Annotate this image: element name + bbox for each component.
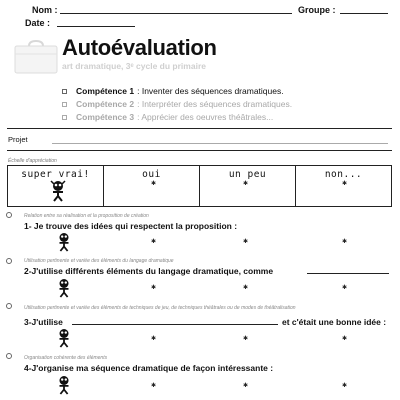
competence-2: [62, 99, 292, 109]
scale-level-super-vrai: super vrai!: [21, 169, 90, 180]
non-figure-icon: ✱: [342, 181, 348, 187]
un-peu-figure-icon: ✱: [243, 181, 249, 187]
competence-2-checkbox[interactable]: [62, 102, 67, 107]
competence-3-label: Compétence 3: [76, 112, 135, 122]
question-4-text: 4-J'organise ma séquence dramatique de façon intéressante :: [24, 363, 274, 373]
competence-3-checkbox[interactable]: [62, 115, 67, 120]
question-3-blank[interactable]: [72, 317, 278, 325]
competence-1-text: : Inventer des séquences dramatiques.: [137, 86, 284, 96]
q1-oui-option-icon[interactable]: ✱: [151, 239, 157, 245]
divider-middle: [7, 150, 392, 151]
question-2-bullet[interactable]: [6, 258, 12, 264]
question-3-text: 3-J'utilise: [24, 317, 63, 327]
competence-3-text: : Apprécier des oeuvres théâtrales...: [137, 112, 274, 122]
scale-caption: Échelle d'appréciation: [8, 158, 57, 164]
nom-label: Nom :: [32, 5, 58, 15]
divider-top: [7, 128, 392, 129]
question-1-context: Relation entre sa réalisation et la proposition de création: [24, 213, 149, 219]
competence-2-label: Compétence 2: [76, 99, 135, 109]
q1-super-vrai-figure-icon[interactable]: [55, 232, 73, 252]
question-2-blank[interactable]: [307, 266, 389, 274]
question-3-bullet[interactable]: [6, 303, 12, 309]
competence-1-checkbox[interactable]: [62, 89, 67, 94]
page-title: Autoévaluation: [62, 35, 217, 60]
competence-2-text: : Interpréter des séquences dramatiques.: [137, 99, 293, 109]
projet-label: Projet: [8, 135, 28, 144]
q3-oui-option-icon[interactable]: ✱: [151, 336, 157, 342]
scale-level-un-peu: un peu: [228, 169, 267, 180]
question-4-bullet[interactable]: [6, 353, 12, 359]
q4-un-peu-option-icon[interactable]: ✱: [243, 383, 249, 389]
q3-un-peu-option-icon[interactable]: ✱: [243, 336, 249, 342]
question-2-context: Utilisation pertinente et variée des éléments du langage dramatique: [24, 258, 174, 264]
q3-super-vrai-figure-icon[interactable]: [55, 328, 73, 348]
q2-non-option-icon[interactable]: ✱: [342, 285, 348, 291]
super-vrai-figure-icon: [48, 180, 68, 202]
projet-field[interactable]: [52, 136, 388, 144]
question-1-bullet[interactable]: [6, 212, 12, 218]
date-label: Date :: [25, 18, 51, 28]
scale-level-non: non...: [324, 169, 363, 180]
scale-level-oui: oui: [142, 169, 161, 180]
page-subtitle: art dramatique, 3ᵉ cycle du primaire: [62, 61, 206, 71]
q3-non-option-icon[interactable]: ✱: [342, 336, 348, 342]
competence-1-label: Compétence 1: [76, 86, 135, 96]
question-1-text: 1- Je trouve des idées qui respectent la proposition :: [24, 221, 238, 231]
q2-un-peu-option-icon[interactable]: ✱: [243, 285, 249, 291]
competence-1: [62, 86, 284, 96]
q1-un-peu-option-icon[interactable]: ✱: [243, 239, 249, 245]
question-4-context: Organisation cohérente des éléments: [24, 355, 108, 361]
date-field[interactable]: [57, 18, 135, 27]
question-3-context: Utilisation pertinente et variée des éléments de techniques de jeu, de techniques théâtrales ou de modes de théâtralisation: [24, 305, 296, 311]
oui-figure-icon: ✱: [151, 181, 157, 187]
portfolio-icon: [14, 40, 58, 74]
q1-non-option-icon[interactable]: ✱: [342, 239, 348, 245]
q2-super-vrai-figure-icon[interactable]: [55, 278, 73, 298]
question-3-after: et c'était une bonne idée :: [282, 317, 387, 327]
q4-super-vrai-figure-icon[interactable]: [55, 375, 73, 395]
competence-3: [62, 112, 273, 122]
question-2-text: 2-J'utilise différents éléments du langage dramatique, comme: [24, 266, 274, 276]
q4-non-option-icon[interactable]: ✱: [342, 383, 348, 389]
q2-oui-option-icon[interactable]: ✱: [151, 285, 157, 291]
nom-field[interactable]: [60, 5, 292, 14]
groupe-field[interactable]: [340, 5, 388, 14]
q4-oui-option-icon[interactable]: ✱: [151, 383, 157, 389]
groupe-label: Groupe :: [298, 5, 336, 15]
